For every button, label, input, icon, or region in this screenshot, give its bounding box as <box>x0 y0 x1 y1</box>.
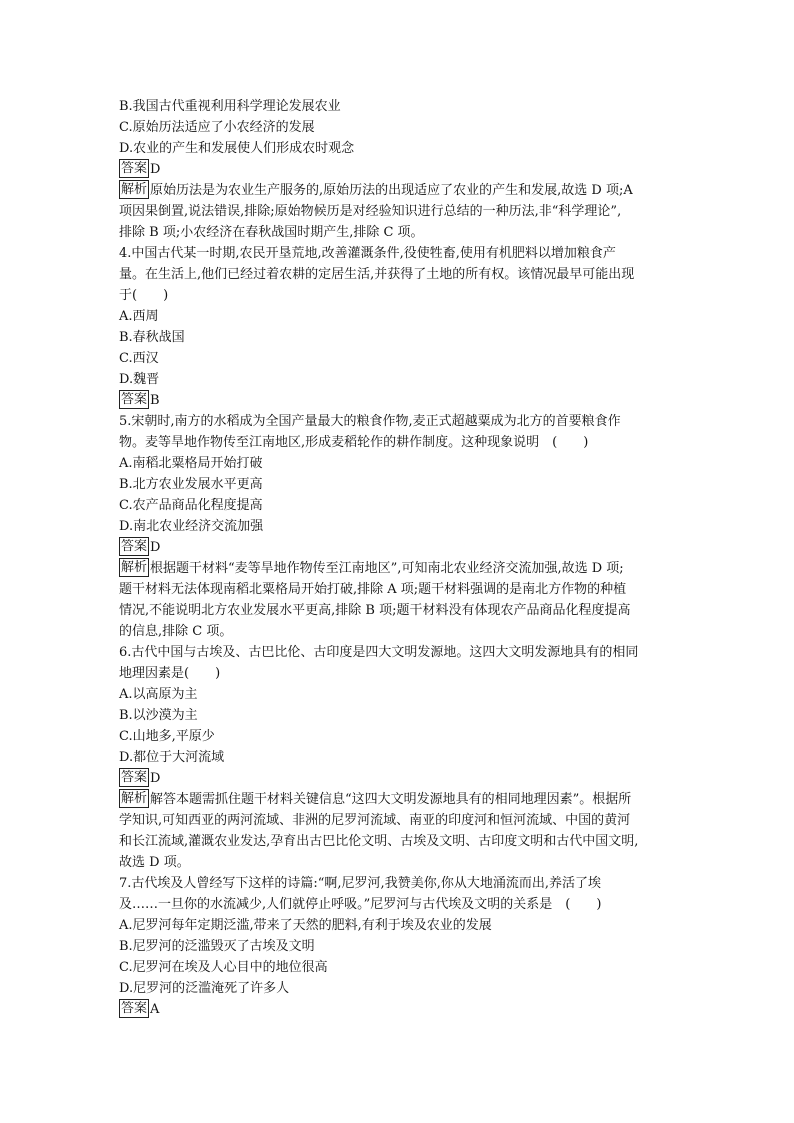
answer-tag: 答案 <box>121 1001 148 1016</box>
line-text: 和长江流域,灌溉农业发达,孕育出古巴比伦文明、古埃及文明、古印度文明和古代中国文明, <box>119 834 639 849</box>
line-text: 地理因素是( ) <box>119 666 221 681</box>
line-text: 原始历法是为农业生产服务的,原始历法的出现适应了农业的产生和发展,故选 D 项;A <box>150 183 633 198</box>
analysis-line <box>119 579 681 600</box>
line-text: 题干材料无法体现南稻北粟格局开始打破,排除 A 项;题干材料强调的是南北方作物的种植 <box>119 582 627 597</box>
line-text: 的信息,排除 C 项。 <box>119 624 233 639</box>
analysis-line <box>119 852 681 873</box>
question-line <box>119 264 681 285</box>
option-line: D.魏晋 <box>119 372 160 387</box>
option-line: B.春秋战国 <box>119 330 185 345</box>
option-line: A.尼罗河每年定期泛滥,带来了天然的肥料,有利于埃及农业的发展 <box>119 918 492 933</box>
line-text: 学知识,可知西亚的两河流域、非洲的尼罗河流域、南亚的印度河和恒河流域、中国的黄河 <box>119 813 631 828</box>
analysis-tag: 解析 <box>121 560 148 575</box>
option-line: D.都位于大河流域 <box>119 750 225 765</box>
line-text: 情况,不能说明北方农业发展水平更高,排除 B 项;题干材料没有体现农产品商品化程度提高 <box>119 603 631 618</box>
analysis-line <box>119 180 681 201</box>
line-text: 于( ) <box>119 288 169 303</box>
answer-value: D <box>150 162 161 177</box>
analysis-line <box>119 201 681 222</box>
answer-tag: 答案 <box>121 161 148 176</box>
line-text: 7.古代埃及人曾经写下这样的诗篇:“啊,尼罗河,我赞美你,你从大地涌流而出,养活了埃 <box>119 876 601 891</box>
option-line: D.南北农业经济交流加强 <box>119 519 264 534</box>
option-line: C.尼罗河在埃及人心目中的地位很高 <box>119 960 328 975</box>
answer-value: D <box>150 771 161 786</box>
answer-tag: 答案 <box>121 392 148 407</box>
document-page <box>119 96 681 1020</box>
analysis-line <box>119 558 681 579</box>
question-line <box>119 894 681 915</box>
line-text: 故选 D 项。 <box>119 855 190 870</box>
analysis-line <box>119 789 681 810</box>
answer-line <box>119 768 681 789</box>
analysis-tag: 解析 <box>121 791 148 806</box>
answer-line <box>119 390 681 411</box>
answer-line <box>119 159 681 180</box>
question-line <box>119 432 681 453</box>
answer-value: B <box>150 393 160 408</box>
answer-line <box>119 537 681 558</box>
line-text: 量。在生活上,他们已经过着农耕的定居生活,并获得了土地的所有权。该情况最早可能出现 <box>119 267 635 282</box>
option-line: C.农产品商品化程度提高 <box>119 498 263 513</box>
option-line: D.尼罗河的泛滥淹死了许多人 <box>119 981 290 996</box>
analysis-line <box>119 600 681 621</box>
option-line: A.南稻北粟格局开始打破 <box>119 456 263 471</box>
line-text: 及……一旦你的水流减少,人们就停止呼吸。”尼罗河与古代埃及文明的关系是 ( ) <box>119 897 602 912</box>
analysis-line <box>119 810 681 831</box>
line-text: 排除 B 项;小农经济在春秋战国时期产生,排除 C 项。 <box>119 225 424 240</box>
line-text: 4.中国古代某一时期,农民开垦荒地,改善灌溉条件,役使牲畜,使用有机肥料以增加粮食产 <box>119 246 616 261</box>
option-line: B.以沙漠为主 <box>119 708 198 723</box>
option-line: D.农业的产生和发展使人们形成农时观念 <box>119 141 355 156</box>
option-line: B.尼罗河的泛滥毁灭了古埃及文明 <box>119 939 315 954</box>
question-line <box>119 663 681 684</box>
option-line: C.西汉 <box>119 351 159 366</box>
option-line: C.山地多,平原少 <box>119 729 215 744</box>
answer-tag: 答案 <box>121 770 148 785</box>
option-line: C.原始历法适应了小农经济的发展 <box>119 120 315 135</box>
analysis-tag: 解析 <box>121 182 148 197</box>
question-line <box>119 873 681 894</box>
option-line: A.西周 <box>119 309 159 324</box>
option-line: B.北方农业发展水平更高 <box>119 477 263 492</box>
line-text: 解答本题需抓住题干材料关键信息“这四大文明发源地具有的相同地理因素”。根据所 <box>150 792 632 807</box>
answer-value: A <box>150 1002 160 1017</box>
option-line: B.我国古代重视利用科学理论发展农业 <box>119 99 341 114</box>
question-line <box>119 285 681 306</box>
line-text: 根据题干材料“麦等旱地作物传至江南地区”,可知南北农业经济交流加强,故选 D 项; <box>150 561 624 576</box>
analysis-line <box>119 621 681 642</box>
question-line <box>119 642 681 663</box>
answer-tag: 答案 <box>121 539 148 554</box>
question-line <box>119 243 681 264</box>
analysis-line <box>119 831 681 852</box>
line-text: 物。麦等旱地作物传至江南地区,形成麦稻轮作的耕作制度。这种现象说明 ( ) <box>119 435 589 450</box>
answer-value: D <box>150 540 161 555</box>
option-line: A.以高原为主 <box>119 687 198 702</box>
line-text: 6.古代中国与古埃及、古巴比伦、古印度是四大文明发源地。这四大文明发源地具有的相同 <box>119 645 639 660</box>
answer-line <box>119 999 681 1020</box>
line-text: 项因果倒置,说法错误,排除;原始物候历是对经验知识进行总结的一种历法,非“科学理论”, <box>119 204 622 219</box>
question-line <box>119 411 681 432</box>
line-text: 5.宋朝时,南方的水稻成为全国产量最大的粮食作物,麦正式超越粟成为北方的首要粮食作 <box>119 414 621 429</box>
analysis-line <box>119 222 681 243</box>
